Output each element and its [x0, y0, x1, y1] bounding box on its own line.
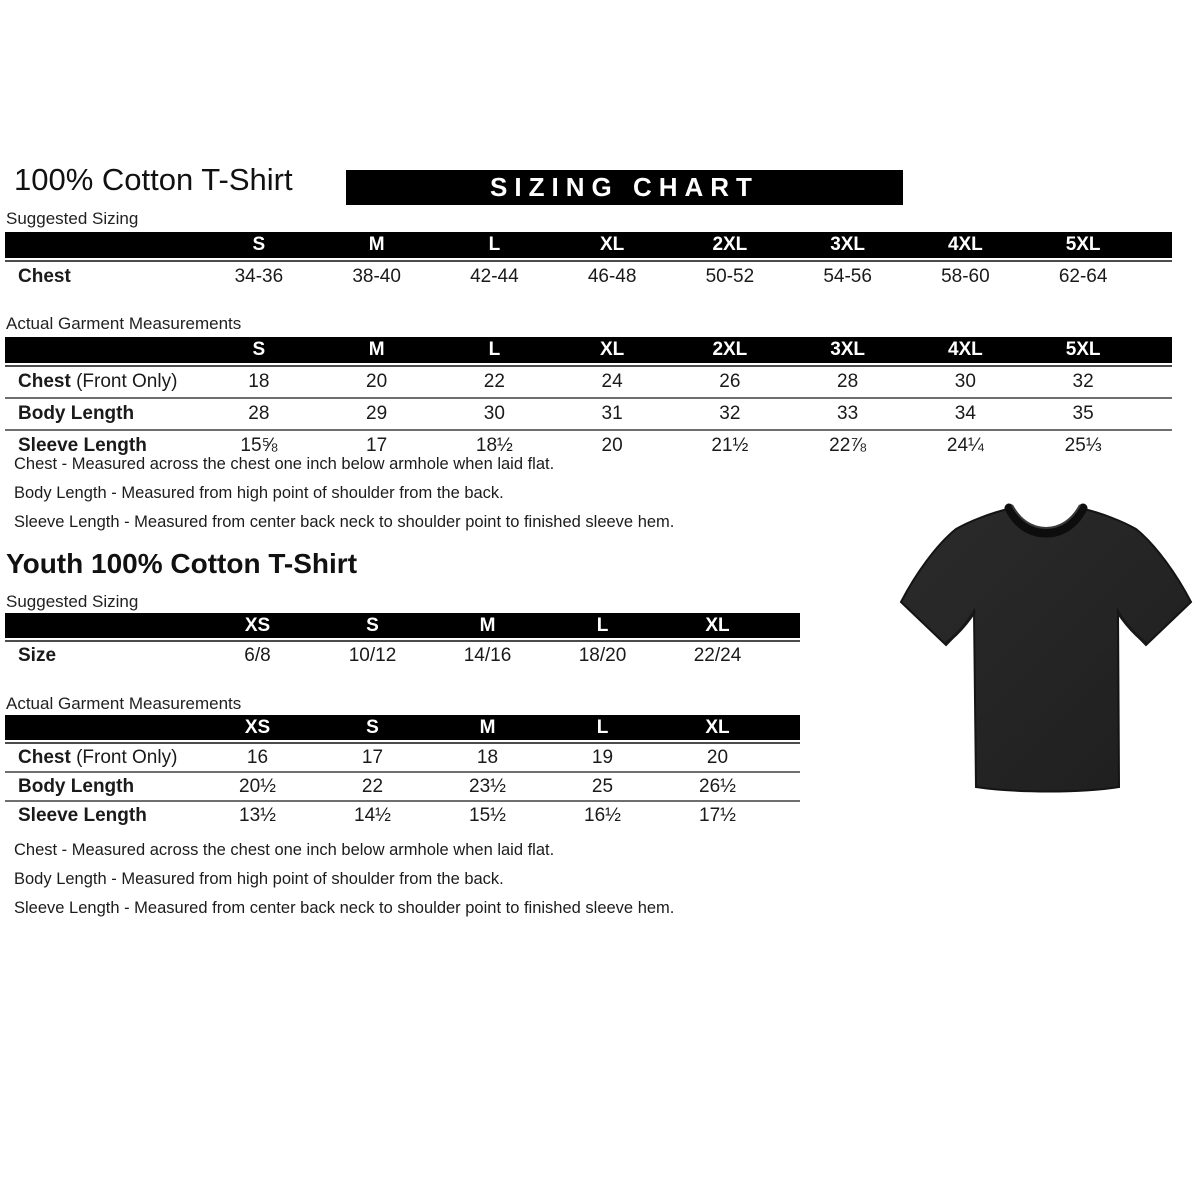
measurement-value: 34 [954, 403, 976, 424]
column-header-3xl: 3XL [830, 234, 866, 255]
column-header-5xl: 5XL [1065, 234, 1101, 255]
table-row [5, 800, 800, 829]
measurement-value: 22⅞ [829, 435, 867, 456]
column-header-5xl: 5XL [1065, 339, 1101, 360]
table-row [5, 397, 1172, 429]
youth-suggested-sizing-table [5, 613, 800, 669]
measurement-value: 20 [366, 371, 388, 392]
measurement-value: 16 [246, 746, 269, 768]
measurement-value: 30 [954, 371, 976, 392]
note-body-length: Body Length - Measured from high point of shoulder from the back. [14, 484, 504, 502]
section-label-adult-suggested: Suggested Sizing [6, 209, 139, 228]
row-label: Chest (Front Only) [18, 746, 178, 768]
measurement-value: 15½ [469, 804, 506, 826]
note-chest: Chest - Measured across the chest one inch below armhole when laid flat. [14, 455, 555, 473]
column-header-3xl: 3XL [830, 339, 866, 360]
column-header-s: S [366, 716, 379, 738]
measurement-notes-youth [14, 836, 674, 923]
column-header-s: S [252, 234, 266, 255]
measurement-value: 28 [248, 403, 270, 424]
measurement-value: 10/12 [348, 644, 397, 666]
row-label-text: Body Length [18, 775, 135, 797]
column-header-2xl: 2XL [712, 234, 748, 255]
column-header-xs: XS [244, 614, 271, 636]
youth-actual-measurements-table [5, 715, 800, 829]
row-label [5, 403, 200, 425]
measurement-value: 32 [719, 403, 741, 424]
table-row [5, 262, 1172, 292]
measurement-value: 17½ [699, 804, 736, 826]
row-label-text: Chest [18, 746, 71, 768]
section-label-youth-actual: Actual Garment Measurements [6, 694, 242, 713]
column-header-4xl: 4XL [947, 234, 983, 255]
column-header-xs: XS [244, 716, 271, 738]
column-header-xl: XL [705, 716, 730, 738]
measurement-value: 14/16 [463, 644, 512, 666]
measurement-value: 18 [248, 371, 270, 392]
measurement-value: 15⅝ [240, 435, 278, 456]
column-header-xl: XL [705, 614, 730, 636]
note-sleeve-length: Sleeve Length - Measured from center back neck to shoulder point to finished sleeve hem. [14, 513, 675, 531]
adult-actual-measurements-table [5, 337, 1172, 461]
measurement-value: 22/24 [693, 644, 742, 666]
measurement-value: 6/8 [244, 644, 271, 666]
note-sleeve-length: Sleeve Length - Measured from center back neck to shoulder point to finished sleeve hem. [14, 899, 675, 917]
page-title: 100% Cotton T-Shirt [14, 162, 293, 197]
row-label [5, 776, 200, 798]
measurement-value: 25⅓ [1064, 435, 1102, 456]
measurement-value: 30 [483, 403, 505, 424]
black-tshirt-photo [896, 486, 1196, 808]
measurement-value: 28 [837, 371, 859, 392]
measurement-value: 20 [601, 435, 623, 456]
table-header-row [5, 232, 1172, 258]
column-header-m: M [368, 339, 385, 360]
row-label-text: Body Length [18, 403, 135, 424]
table-row [5, 771, 800, 800]
measurement-value: 62-64 [1058, 266, 1108, 287]
sizing-chart-banner [346, 170, 903, 205]
row-label-text: Size [18, 644, 57, 666]
measurement-value: 21½ [711, 435, 749, 456]
measurement-value: 31 [601, 403, 623, 424]
measurement-value: 17 [361, 746, 384, 768]
measurement-value: 18 [476, 746, 499, 768]
measurement-value: 24¼ [946, 435, 984, 456]
column-header-4xl: 4XL [947, 339, 983, 360]
row-label-text: Chest [18, 266, 71, 287]
column-header-s: S [366, 614, 379, 636]
youth-section-title: Youth 100% Cotton T-Shirt [6, 548, 358, 579]
column-header-xl: XL [599, 339, 625, 360]
section-label-adult-actual: Actual Garment Measurements [6, 314, 242, 333]
measurement-value: 18½ [475, 435, 513, 456]
table-row [5, 642, 800, 669]
column-header-l: L [488, 234, 501, 255]
measurement-value: 35 [1072, 403, 1094, 424]
column-header-2xl: 2XL [712, 339, 748, 360]
measurement-value: 50-52 [705, 266, 755, 287]
measurement-value: 34-36 [234, 266, 284, 287]
column-header-l: L [596, 614, 609, 636]
row-label [5, 266, 200, 288]
column-header-m: M [479, 614, 496, 636]
row-label-text: Chest [18, 371, 71, 392]
section-label-youth-suggested: Suggested Sizing [6, 592, 139, 611]
table-header-row [5, 337, 1172, 363]
column-header-l: L [488, 339, 501, 360]
table-row [5, 744, 800, 771]
column-header-m: M [368, 234, 385, 255]
measurement-value: 14½ [354, 804, 391, 826]
row-label-text: Sleeve Length [18, 435, 147, 456]
column-header-s: S [252, 339, 266, 360]
measurement-value: 46-48 [587, 266, 637, 287]
measurement-value: 25 [591, 775, 614, 797]
measurement-value: 16½ [584, 804, 621, 826]
measurement-value: 26 [719, 371, 741, 392]
note-chest: Chest - Measured across the chest one inch below armhole when laid flat. [14, 841, 555, 859]
measurement-value: 22 [361, 775, 384, 797]
table-row [5, 367, 1172, 397]
measurement-value: 17 [366, 435, 388, 456]
measurement-value: 18/20 [578, 644, 627, 666]
column-header-xl: XL [599, 234, 625, 255]
measurement-value: 54-56 [823, 266, 872, 287]
row-label-text: Sleeve Length [18, 804, 147, 826]
row-label: Chest (Front Only) [18, 371, 178, 392]
tshirt-body [901, 509, 1191, 792]
measurement-value: 19 [591, 746, 614, 768]
measurement-value: 13½ [239, 804, 276, 826]
measurement-value: 32 [1072, 371, 1094, 392]
table-header-row [5, 613, 800, 638]
row-label [5, 645, 200, 667]
table-header-row [5, 715, 800, 740]
measurement-value: 24 [601, 371, 623, 392]
column-header-l: L [596, 716, 609, 738]
column-header-m: M [479, 716, 496, 738]
measurement-value: 20½ [239, 775, 276, 797]
measurement-value: 58-60 [941, 266, 990, 287]
banner-text: SIZING CHART [490, 172, 759, 202]
measurement-value: 23½ [469, 775, 506, 797]
measurement-value: 33 [837, 403, 859, 424]
measurement-value: 38-40 [352, 266, 401, 287]
measurement-value: 29 [366, 403, 388, 424]
measurement-value: 22 [483, 371, 505, 392]
measurement-value: 42-44 [470, 266, 519, 287]
row-label [5, 805, 200, 827]
measurement-notes-adult [14, 450, 674, 537]
adult-suggested-sizing-table [5, 232, 1172, 292]
measurement-value: 26½ [699, 775, 736, 797]
measurement-value: 20 [706, 746, 729, 768]
note-body-length: Body Length - Measured from high point of shoulder from the back. [14, 870, 504, 888]
